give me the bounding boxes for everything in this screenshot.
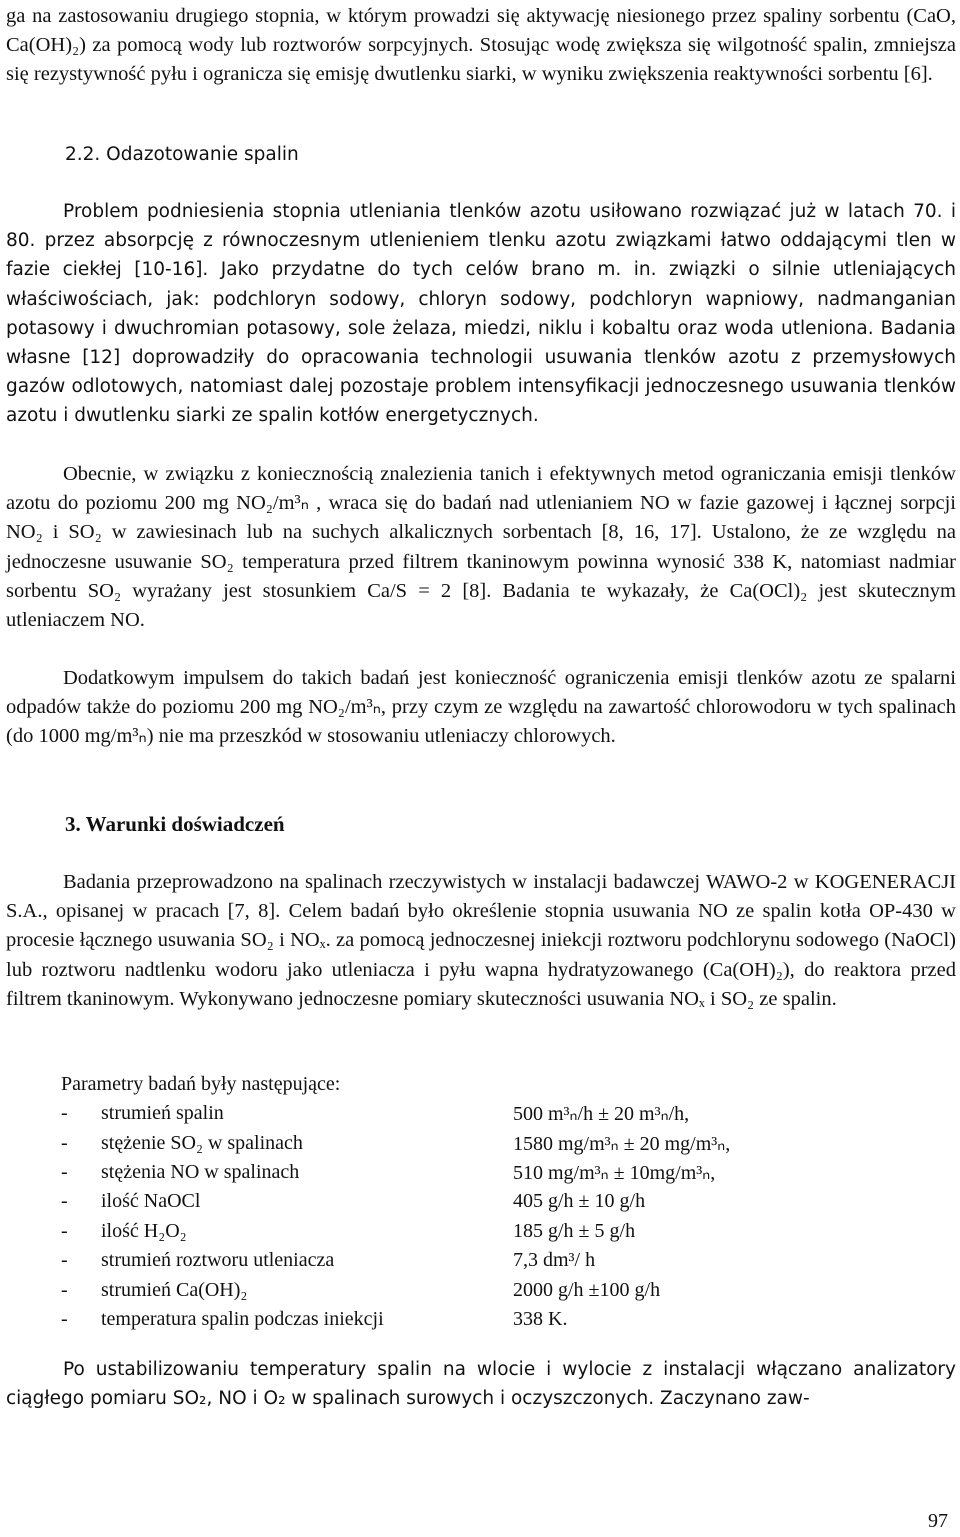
page-number: 97 bbox=[928, 1510, 948, 1532]
paragraph-measurement-start: Po ustabilizowaniu temperatury spalin na wlocie i wylocie z instalacji włączano analizatory ciągłego pomiaru SO₂, NO i O₂ w spalinach surowych i oczyszczonych. Zaczynano zaw- bbox=[6, 1359, 956, 1410]
parameter-value: 2000 g/h ±100 g/h bbox=[513, 1278, 661, 1301]
list-dash: - bbox=[61, 1190, 68, 1213]
list-dash: - bbox=[61, 1160, 68, 1183]
parameter-label: ilość H₂O₂ bbox=[101, 1219, 187, 1242]
parameter-value: 185 g/h ± 5 g/h bbox=[513, 1219, 636, 1242]
parameter-row bbox=[61, 1246, 941, 1275]
parameter-value: 510 mg/m³ₙ ± 10mg/m³ₙ, bbox=[513, 1161, 716, 1184]
parameter-row bbox=[61, 1217, 941, 1246]
parameter-row bbox=[61, 1128, 941, 1157]
parameter-value: 1580 mg/m³ₙ ± 20 mg/m³ₙ, bbox=[513, 1132, 731, 1155]
parameter-value: 338 K. bbox=[513, 1307, 568, 1330]
parameter-label: stężenie SO₂ w spalinach bbox=[101, 1131, 303, 1154]
parameter-value: 7,3 dm³/ h bbox=[513, 1249, 596, 1272]
list-dash: - bbox=[61, 1278, 68, 1301]
parameter-value: 500 m³ₙ/h ± 20 m³ₙ/h, bbox=[513, 1103, 690, 1126]
section-heading-experiment-conditions: 3. Warunki doświadczeń bbox=[65, 812, 285, 836]
parameter-label: strumień spalin bbox=[101, 1102, 224, 1125]
parameter-label: temperatura spalin podczas iniekcji bbox=[101, 1307, 384, 1330]
parameter-row bbox=[61, 1158, 941, 1187]
parameter-label: strumień Ca(OH)₂ bbox=[101, 1278, 248, 1301]
parameter-label: ilość NaOCl bbox=[101, 1190, 201, 1213]
parameter-label: strumień roztworu utleniacza bbox=[101, 1249, 335, 1272]
parameter-row bbox=[61, 1187, 941, 1216]
subsection-heading-denitrification: 2.2. Odazotowanie spalin bbox=[65, 144, 299, 165]
list-dash: - bbox=[61, 1102, 68, 1125]
list-dash: - bbox=[61, 1307, 68, 1330]
parameters-list bbox=[61, 1070, 941, 1334]
list-dash: - bbox=[61, 1219, 68, 1242]
parameter-value: 405 g/h ± 10 g/h bbox=[513, 1190, 646, 1213]
paragraph-current-research: Obecnie, w związku z koniecznością znalezienia tanich i efektywnych metod ograniczania emisji tlenków azotu do poziomu 200 mg NO₂/m³ₙ , wraca się do badań nad utlenianiem NO w fazie gazowej i łącznej sorpcji NO₂ i SO₂ w zawiesinach lub na suchych alkalicznych sorbentach [8, 16, 17]. Ustalono, że ze względu na jednoczesne usuwanie SO₂ temperatura przed filtrem tkaninowym powinna wynosić 338 K, natomiast nadmiar sorbentu SO₂ wyrażany jest stosunkiem Ca/S = 2 [8]. Badania te wykazały, że Ca(OCl)₂ jest skutecznym utleniaczem NO. bbox=[6, 463, 956, 632]
paragraph-sorbent-activation: ga na zastosowaniu drugiego stopnia, w którym prowadzi się aktywację niesionego przez spaliny sorbentu (CaO, Ca(OH)₂) za pomocą wody lub roztworów sorpcyjnych. Stosując wodę zwiększa się wilgotność spalin, zmniejsza się rezystywność pyłu i ogranicza się emisję dwutlenku siarki, w wyniku zwiększenia reaktywności sorbentu [6]. bbox=[6, 5, 956, 86]
paragraph-research-description: Badania przeprowadzono na spalinach rzeczywistych w instalacji badawczej WAWO-2 w KOGENERACJI S.A., opisanej w pracach [7, 8]. Celem badań było określenie stopnia usuwania NO ze spalin kotła OP-430 w procesie łącznego usuwania SO₂ i NOₓ. za pomocą jednoczesnej iniekcji roztworu podchlorynu sodowego (NaOCl) lub roztworu nadtlenku wodoru jako utleniacza i pyłu wapna hydratyzowanego (Ca(OH)₂), do reaktora przed filtrem tkaninowym. Wykonywano jednoczesne pomiary skuteczności usuwania NOₓ i SO₂ ze spalin. bbox=[6, 871, 956, 1010]
list-dash: - bbox=[61, 1131, 68, 1154]
paragraph-additional-impulse: Dodatkowym impulsem do takich badań jest konieczność ograniczenia emisji tlenków azotu ze spalarni odpadów także do poziomu 200 mg NO₂/m³ₙ, przy czym ze względu na zawartość chlorowodoru w tych spalinach (do 1000 mg/m³ₙ) nie ma przeszkód w stosowaniu utleniaczy chlorowych. bbox=[6, 667, 956, 748]
parameter-row bbox=[61, 1275, 941, 1304]
parameter-row bbox=[61, 1305, 941, 1334]
parameters-intro: Parametry badań były następujące: bbox=[61, 1073, 341, 1095]
paragraph-oxidation-problem: Problem podniesienia stopnia utleniania tlenków azotu usiłowano rozwiązać już w latach 70. i 80. przez absorpcję z równoczesnym utlenieniem tlenku azotu związkami łatwo oddającymi tlen w fazie ciekłej [10-16]. Jako przydatne do tych celów brano m. in. związki o silnie utleniających właściwościach, jak: podchloryn sodowy, chloryn sodowy, podchloryn wapniowy, nadmanganian potasowy i dwuchromian potasowy, sole żelaza, miedzi, niklu i kobaltu oraz woda utleniona. Badania własne [12] doprowadziły do opracowania technologii usuwania tlenków azotu z przemysłowych gazów odlotowych, natomiast dalej pozostaje problem intensyfikacji jednoczesnego usuwania tlenków azotu i dwutlenku siarki ze spalin kotłów energetycznych. bbox=[6, 201, 956, 427]
list-dash: - bbox=[61, 1249, 68, 1272]
parameter-label: stężenia NO w spalinach bbox=[101, 1160, 300, 1183]
parameter-row bbox=[61, 1099, 941, 1128]
